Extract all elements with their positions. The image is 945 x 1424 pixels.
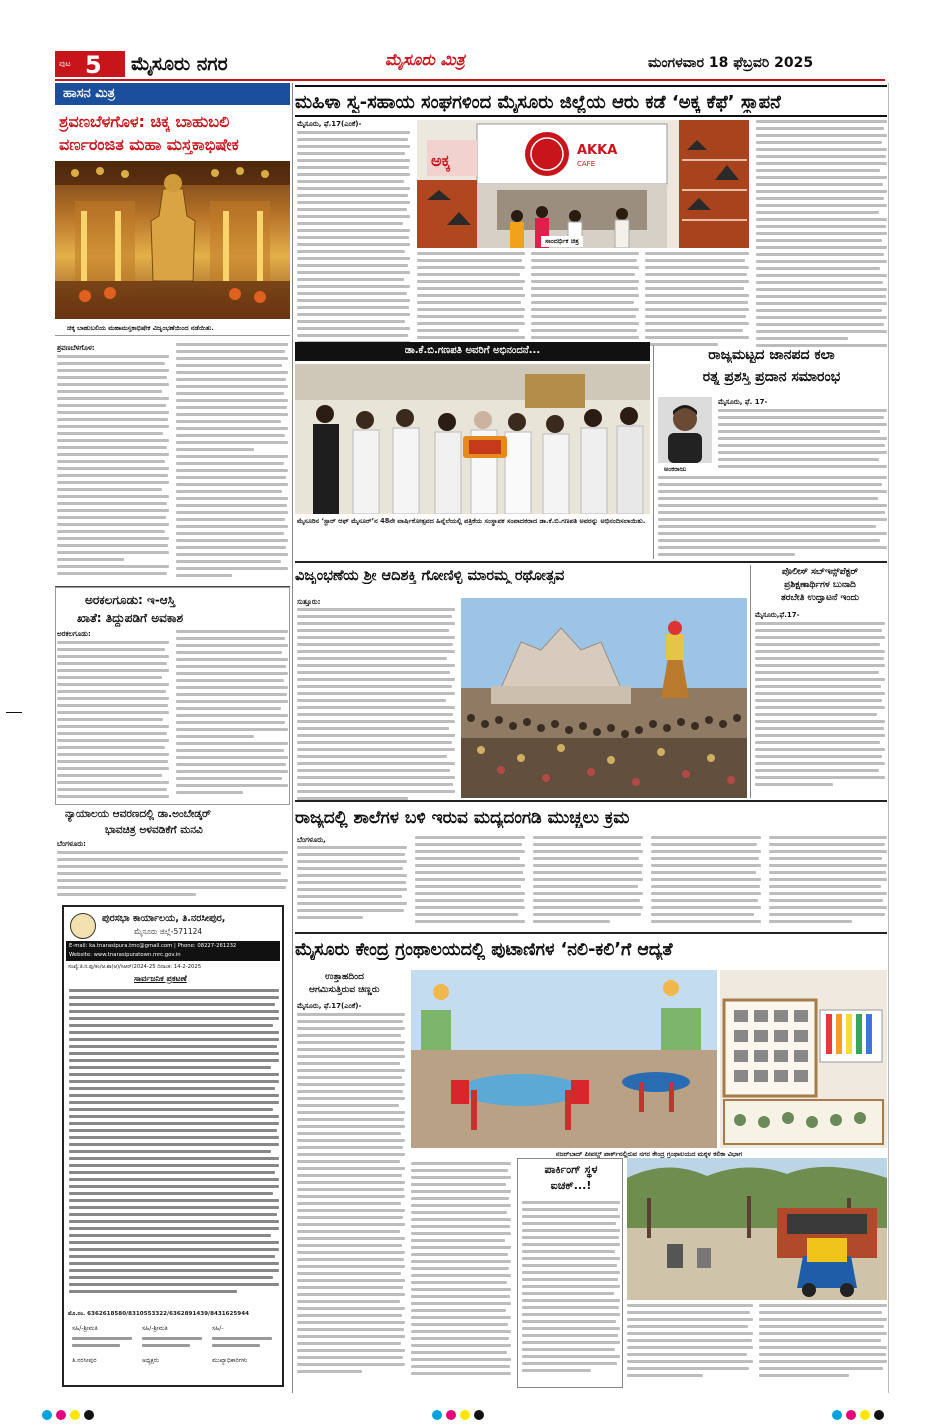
award-dateline: ಮೈಸೂರು, ಫೆ. 17- bbox=[718, 398, 768, 406]
award-headline-line-1: ರಾಜ್ಯಮಟ್ಟದ ಜಾನಪದ ಕಲಾ bbox=[708, 347, 835, 363]
lead-headline-line-1: ಶ್ರವಣಬೆಳಗೊಳ: ಚಿಕ್ಕ ಬಾಹುಬಲಿ bbox=[59, 112, 230, 131]
award-body-top bbox=[718, 409, 887, 475]
registration-marks-right bbox=[830, 1405, 910, 1417]
lead-headline-line-2: ವರ್ಣರಂಜಿತ ಮಹಾ ಮಸ್ತಕಾಭಿಷೇಕ bbox=[59, 135, 239, 154]
notice-signatory-1 bbox=[72, 1325, 136, 1375]
registration-dot-yellow bbox=[460, 1410, 470, 1420]
library-headline: ಮೈಸೂರು ಕೇಂದ್ರ ಗ್ರಂಥಾಲಯದಲ್ಲಿ ಪುಟಾಣಿಗಳ ‘ನಲಿ-ಕಲಿ’ಗೆ ಆದ್ಯತೆ bbox=[295, 940, 673, 960]
police-headline-line-3: ತರಬೇತಿ ಉದ್ಘಾಟನೆ ಇಂದು bbox=[780, 593, 860, 603]
registration-dot-yellow bbox=[70, 1410, 80, 1420]
award-headline-line-2: ರತ್ನ ಪ್ರಶಸ್ತಿ ಪ್ರದಾನ ಸಮಾರಂಭ bbox=[702, 369, 841, 385]
library-kids-room-photo bbox=[411, 970, 717, 1148]
registration-dot-black bbox=[474, 1410, 484, 1420]
schools-body-col4 bbox=[651, 836, 761, 928]
mid-divider-1 bbox=[295, 561, 887, 563]
paper-name: ಮೈಸೂರು ಮಿತ್ರ bbox=[385, 50, 465, 69]
notice-emblem bbox=[70, 913, 96, 939]
notice-website-line: Website: www.tnarasipuratown.mrc.gov.in bbox=[69, 952, 181, 958]
lead-story-body-col2 bbox=[176, 343, 288, 583]
lead-photo-caption: ಚಿಕ್ಕ ಬಾಹುಬಲಿಯ ಮಹಾಮಸ್ತಕಾಭಿಷೇಕ ವಿಜೃಂಭಣೆಯಿಂದ ನಡೆಯಿತು. bbox=[67, 324, 214, 332]
signatory-1-label: ಸಹಿ/-ಶ್ರೀಮತಿ bbox=[72, 1325, 98, 1332]
story3-dateline: ಬೆಂಗಳೂರು: bbox=[57, 840, 86, 848]
schools-body-col2 bbox=[415, 836, 525, 928]
schools-body-col3 bbox=[533, 836, 643, 928]
police-dateline: ಮೈಸೂರು,ಫೆ.17- bbox=[755, 611, 800, 619]
festival-dateline: ಸುತ್ತೂರು: bbox=[297, 598, 321, 606]
registration-dot-magenta bbox=[446, 1410, 456, 1420]
library-body-col3 bbox=[627, 1304, 753, 1386]
parking-headline-line-2: ಐಚಕ್...! bbox=[550, 1179, 592, 1192]
bahubali-ceremony-photo bbox=[55, 161, 290, 319]
library-body-col4 bbox=[759, 1304, 887, 1386]
signatory-3-name: ಮುಖ್ಯಾಧಿಕಾರಿಗಳು bbox=[212, 1357, 248, 1364]
library-story bbox=[295, 970, 887, 1390]
registration-dot-magenta bbox=[56, 1410, 66, 1420]
police-divider bbox=[750, 565, 751, 798]
lead-dateline: ಶ್ರವಣಬೆಳಗೊಳ: bbox=[57, 344, 95, 352]
story3-headline-line-1: ನ್ಯಾಯಾಲಯ ಆವರಣದಲ್ಲಿ ಡಾ.ಅಂಬೇಡ್ಕರ್ bbox=[65, 808, 211, 820]
schools-body-col5 bbox=[769, 836, 887, 928]
schools-story bbox=[295, 836, 887, 930]
notice-title: ಸಾರ್ವಜನಿಕ ಪ್ರಕಟಣೆ bbox=[134, 974, 187, 983]
registration-dot-cyan bbox=[432, 1410, 442, 1420]
award-divider bbox=[653, 345, 654, 559]
schools-headline-box bbox=[295, 804, 887, 834]
page-header bbox=[0, 45, 945, 78]
section-title: ಮೈಸೂರು ನಗರ bbox=[131, 53, 228, 75]
award-story bbox=[656, 345, 887, 559]
registration-dot-yellow bbox=[860, 1410, 870, 1420]
notice-signatory-2 bbox=[142, 1325, 206, 1375]
notice-signatory-3 bbox=[212, 1325, 278, 1375]
felicitation-banner-text: ಡಾ.ಕೆ.ಬಿ.ಗಣಪತಿ ಅವರಿಗೆ ಅಭಿನಂದನೆ... bbox=[404, 345, 541, 356]
notice-office-title: ಪುರಸಭಾ ಕಾರ್ಯಾಲಯ, ತಿ.ನರಸೀಪುರ, bbox=[102, 913, 226, 924]
felicitation-photo bbox=[295, 364, 650, 514]
notice-phone-line: ಮೊ.ನಂ. 6362618580/8310553322/6362891439/8431625944 bbox=[68, 1311, 249, 1317]
police-story bbox=[753, 565, 887, 798]
akka-cafe-photo-caption: ಸಾಂದರ್ಭಿಕ ಚಿತ್ರ bbox=[541, 236, 583, 247]
registration-dot-cyan bbox=[832, 1410, 842, 1420]
signatory-3-lines bbox=[212, 1337, 272, 1355]
award-portrait bbox=[658, 397, 712, 463]
main-story-headline-box bbox=[295, 85, 887, 117]
page-label: ಪುಟ bbox=[59, 59, 71, 68]
cafe-sign-sub: CAFE bbox=[577, 160, 596, 168]
story2-headline-line-1: ಅರಕಲಗೂಡು: ಇ-ಆಸ್ತಿ bbox=[85, 593, 176, 607]
section-banner-label: ಹಾಸನ ಮಿತ್ರ bbox=[63, 86, 116, 101]
right-margin-rule bbox=[888, 83, 889, 1393]
story2-dateline: ಅರಕಲಗೂಡು: bbox=[57, 630, 91, 638]
masthead-rule bbox=[55, 79, 885, 81]
registration-marks-left bbox=[40, 1405, 120, 1417]
parking-body bbox=[522, 1201, 620, 1385]
parking-headline-line-1: ಪಾರ್ಕಿಂಗ್ ಸ್ಥಳ bbox=[544, 1163, 598, 1176]
library-dateline: ಮೈಸೂರು, ಫೆ.17(ಎಂಕೆ)- bbox=[297, 1002, 362, 1010]
parking-sidebar bbox=[517, 1158, 623, 1388]
lead-caption-rule bbox=[55, 335, 290, 336]
police-headline-line-2: ಪ್ರಶಿಕ್ಷಣಾರ್ಥಿಗಳ ಬುನಾದಿ bbox=[784, 580, 856, 590]
page-number-block bbox=[55, 51, 125, 77]
registration-dot-cyan bbox=[42, 1410, 52, 1420]
felicitation-caption: ಮೈಸೂರಿನ ‘ಸ್ಟಾರ್ ಆಫ್ ಮೈಸೂರ್’ನ 48ನೇ ವಾರ್ಷಿಕೋತ್ಸವದ ಹಿನ್ನೆಲೆಯಲ್ಲಿ ಪತ್ರಿಕೆಯ ಸಂಸ್ಥಾಪಕ ಸಂಪಾದಕರಾದ ಡಾ.ಕೆ.ಬಿ.ಗಣಪತಿ ಅವರನ್ನು ಅಭಿನಂದಿಸಲಾಯಿತು. bbox=[297, 517, 646, 525]
crop-mark bbox=[6, 712, 22, 713]
signatory-1-lines bbox=[72, 1337, 132, 1355]
public-notice bbox=[62, 905, 284, 1387]
notice-body bbox=[69, 989, 279, 1307]
festival-headline-box bbox=[295, 565, 747, 595]
festival-body-col1 bbox=[297, 608, 455, 804]
akka-cafe-photo bbox=[417, 120, 749, 248]
schools-body-col1 bbox=[297, 846, 407, 928]
cafe-sign-text: AKKA bbox=[577, 143, 618, 158]
main-story-body-col3 bbox=[531, 252, 639, 352]
main-story-headline: ಮಹಿಳಾ ಸ್ವ-ಸಹಾಯ ಸಂಘಗಳಿಂದ ಮೈಸೂರು ಜಿಲ್ಲೆಯ ಆರು ಕಡೆ ‘ಅಕ್ಕ ಕೆಫೆ’ ಸ್ಥಾಪನೆ bbox=[295, 92, 781, 113]
notice-contact-bar bbox=[66, 941, 280, 961]
award-body-bottom bbox=[658, 476, 887, 558]
main-story-body-col4 bbox=[645, 252, 749, 352]
mid-divider-3 bbox=[295, 932, 887, 934]
notice-contact-line: E-mail: ka.tnarasipura.tmc@gmail.com | Phone: 08227-261232 bbox=[69, 943, 237, 949]
felicitation-banner bbox=[295, 342, 650, 361]
signatory-1-name: ತಿ.ನರಸೀಪುರ bbox=[72, 1357, 97, 1364]
schools-dateline: ಬೆಂಗಳೂರು, bbox=[297, 836, 326, 844]
library-headline-box bbox=[295, 936, 887, 968]
mid-divider-2 bbox=[295, 800, 887, 802]
library-learning-toys-photo bbox=[720, 970, 887, 1148]
main-story-body-col5 bbox=[756, 120, 887, 352]
festival-headline: ವಿಜೃಂಭಣೆಯ ಶ್ರೀ ಆದಿಶಕ್ತಿ ಗೋಣಿಳ್ಳಿ ಮಾರಮ್ಮ ರಥೋತ್ಸವ bbox=[295, 568, 565, 584]
signatory-2-lines bbox=[142, 1337, 202, 1355]
story3-body-lines bbox=[57, 851, 288, 899]
story3-body bbox=[55, 839, 290, 899]
main-story-body-col2 bbox=[417, 252, 525, 352]
library-body-col1 bbox=[297, 1013, 405, 1385]
police-body bbox=[755, 622, 885, 794]
library-body-col2 bbox=[411, 1162, 511, 1384]
registration-dot-magenta bbox=[846, 1410, 856, 1420]
police-headline-line-1: ಪೊಲೀಸ್ ಸಬ್‌ಇನ್ಸ್‌ಪೆಕ್ಟರ್ bbox=[781, 567, 859, 577]
festival-story bbox=[295, 598, 747, 798]
main-story-body-col1 bbox=[297, 131, 410, 353]
registration-dot-black bbox=[874, 1410, 884, 1420]
left-column bbox=[55, 83, 290, 836]
lead-story-body-col1 bbox=[57, 355, 169, 583]
signatory-2-name: ಅಧ್ಯಕ್ಷರು bbox=[142, 1357, 159, 1364]
page-number: 5 bbox=[85, 51, 102, 79]
registration-marks-center bbox=[430, 1405, 510, 1417]
story3-headline-line-2: ಭಾವಚಿತ್ರ ಅಳವಡಿಕೆಗೆ ಮನವಿ bbox=[105, 824, 203, 836]
notice-ref-line: ಸಂಖ್ಯೆ:ತಿ.ನ.ಪು/ಕಂ/ಆ.ಶಾ(ಆ)/ಸಿಆರ್/2024-25 ದಿನಾಂಕ: 14-2-2025 bbox=[68, 964, 202, 970]
issue-date: ಮಂಗಳವಾರ 18 ಫೆಬ್ರವರಿ 2025 bbox=[648, 55, 814, 71]
parking-street-photo bbox=[627, 1158, 887, 1300]
main-story-dateline: ಮೈಸೂರು, ಫೆ.17(ಎಂಕೆ)- bbox=[297, 120, 362, 128]
library-kicker-line-2: ಆಗಮಿಸುತ್ತಿರುವ ಚಿಣ್ಣರು bbox=[309, 985, 380, 995]
registration-dot-black bbox=[84, 1410, 94, 1420]
award-portrait-caption: ಅಂಕರಾಜು bbox=[664, 465, 687, 473]
library-photo-caption: ನಜರ್‌ಬಾದ್ ಪೀಪಲ್ಸ್ ಪಾರ್ಕ್‌ನಲ್ಲಿರುವ ನಗರ ಕೇಂದ್ರ ಗ್ರಂಥಾಲಯದ ಮಕ್ಕಳ ಕಲಿಕಾ ವಿಭಾಗ bbox=[555, 1150, 743, 1158]
section-banner bbox=[55, 83, 290, 105]
story2-frame bbox=[55, 587, 290, 805]
akka-logo-kannada: ಅಕ್ಕ bbox=[431, 151, 451, 170]
festival-chariot-photo bbox=[461, 598, 747, 798]
signatory-3-label: ಸಹಿ/- bbox=[212, 1325, 224, 1332]
library-kicker-line-1: ಉತ್ತಾಹದಿಂದ bbox=[325, 972, 364, 982]
story2-headline-line-2: ಖಾತೆ: ತಿದ್ದುಪಡಿಗೆ ಅವಕಾಶ bbox=[77, 611, 184, 625]
main-story bbox=[295, 120, 887, 358]
left-column-divider bbox=[292, 83, 293, 1393]
schools-headline: ರಾಜ್ಯದಲ್ಲಿ ಶಾಲೆಗಳ ಬಳಿ ಇರುವ ಮದ್ಯದಂಗಡಿ ಮುಚ್ಚಲು ಕ್ರಮ bbox=[295, 808, 630, 828]
signatory-2-label: ಸಹಿ/-ಶ್ರೀಮತಿ bbox=[142, 1325, 168, 1332]
notice-office-subtitle: ಮೈಸೂರು ಜಿಲ್ಲೆ-571124 bbox=[134, 927, 203, 936]
